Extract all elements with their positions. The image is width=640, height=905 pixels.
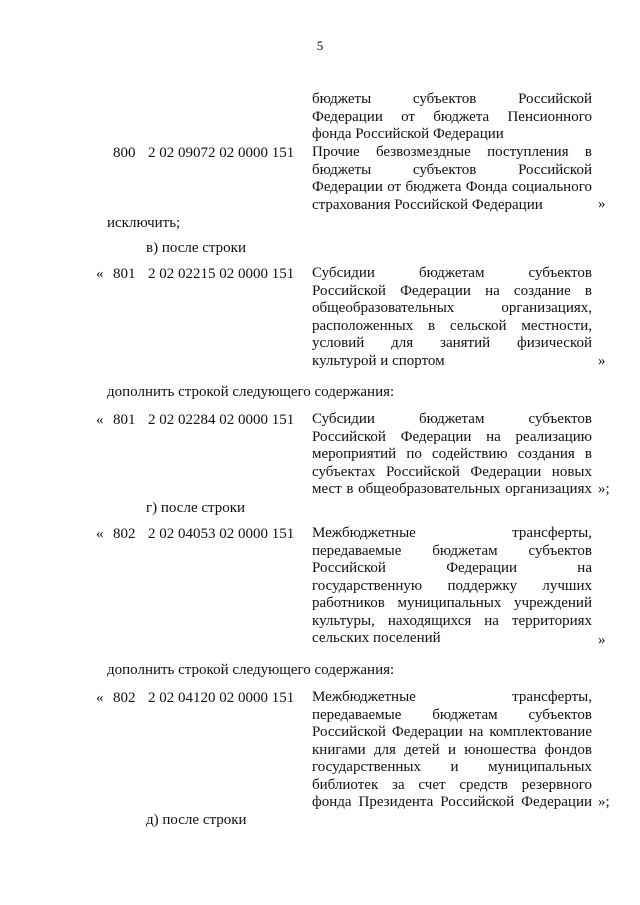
description-line: мест в общеобразовательных организациях [312, 481, 592, 497]
instruction-after-line-g: г) после строки [146, 500, 246, 516]
admin-code: 801 [113, 412, 136, 428]
close-quote: » [598, 632, 606, 648]
row-description [312, 689, 592, 812]
close-quote: » [598, 196, 606, 212]
description-line: передаваемые бюджетам субъектов [312, 706, 592, 723]
description-line: книгами для детей и юношества фондов [312, 741, 592, 758]
description-line: Российской Федерации на реализацию [312, 428, 592, 445]
description-line: расположенных в сельской местности, [312, 317, 592, 334]
description-line: фонда Российской Федерации [312, 126, 504, 142]
close-quote: »; [598, 794, 610, 810]
admin-code: 802 [113, 526, 136, 542]
description-line: Субсидии бюджетам субъектов [312, 411, 592, 427]
open-quote: « [96, 266, 104, 282]
instruction-after-line-v: в) после строки [146, 240, 246, 256]
description-line: общеобразовательных организациях, [312, 300, 592, 316]
budget-code: 2 02 04120 02 0000 151 [148, 690, 295, 706]
description-line: Межбюджетные трансферты, [312, 525, 592, 541]
admin-code: 802 [113, 690, 136, 706]
description-line: передаваемые бюджетам субъектов [312, 542, 592, 559]
description-line: государственных и муниципальных [312, 759, 592, 775]
instruction-add-line: дополнить строкой следующего содержания: [107, 662, 395, 678]
description-line: сельских поселений [312, 630, 441, 646]
close-quote: » [598, 353, 606, 369]
description-line: культурой и спортом [312, 352, 445, 369]
description-line: условий для занятий физической [312, 335, 592, 351]
description-line: Федерации от бюджета Фонда социального [312, 179, 592, 195]
description-line: Российской Федерации на [312, 560, 592, 576]
continuation-description [312, 91, 592, 144]
row-description [312, 525, 592, 648]
open-quote: « [96, 412, 104, 428]
instruction-exclude: исключить; [107, 215, 181, 231]
open-quote: « [96, 526, 104, 542]
description-line: бюджеты субъектов Российской [312, 91, 592, 107]
description-line: мероприятий по содействию создания в [312, 446, 592, 462]
row-description [312, 411, 592, 499]
page-number: 5 [316, 38, 324, 53]
budget-code: 2 02 09072 02 0000 151 [148, 145, 295, 161]
description-line: Субсидии бюджетам субъектов [312, 265, 592, 281]
description-line: работников муниципальных учреждений [312, 595, 592, 611]
description-line: Российской Федерации на комплектование [312, 724, 592, 740]
instruction-after-line-d: д) после строки [146, 812, 247, 828]
description-line: Прочие безвозмездные поступления в [312, 144, 592, 160]
row-description [312, 265, 592, 370]
budget-code: 2 02 04053 02 0000 151 [148, 526, 295, 542]
description-line: культуры, находящихся на территориях [312, 612, 592, 629]
close-quote: »; [598, 481, 610, 497]
admin-code: 800 [113, 145, 136, 161]
open-quote: « [96, 690, 104, 706]
description-line: страхования Российской Федерации [312, 196, 543, 213]
budget-code: 2 02 02215 02 0000 151 [148, 266, 295, 282]
description-line: Федерации от бюджета Пенсионного [312, 108, 592, 125]
description-line: Российской Федерации на создание в [312, 282, 592, 299]
row-description [312, 144, 592, 214]
description-line: Межбюджетные трансферты, [312, 689, 592, 705]
description-line: государственную поддержку лучших [312, 577, 592, 594]
description-line: бюджеты субъектов Российской [312, 161, 592, 178]
description-line: фонда Президента Российской Федерации [312, 794, 592, 810]
description-line: субъектах Российской Федерации новых [312, 463, 592, 480]
admin-code: 801 [113, 266, 136, 282]
budget-code: 2 02 02284 02 0000 151 [148, 412, 295, 428]
description-line: библиотек за счет средств резервного [312, 776, 592, 793]
instruction-add-line: дополнить строкой следующего содержания: [107, 384, 395, 400]
